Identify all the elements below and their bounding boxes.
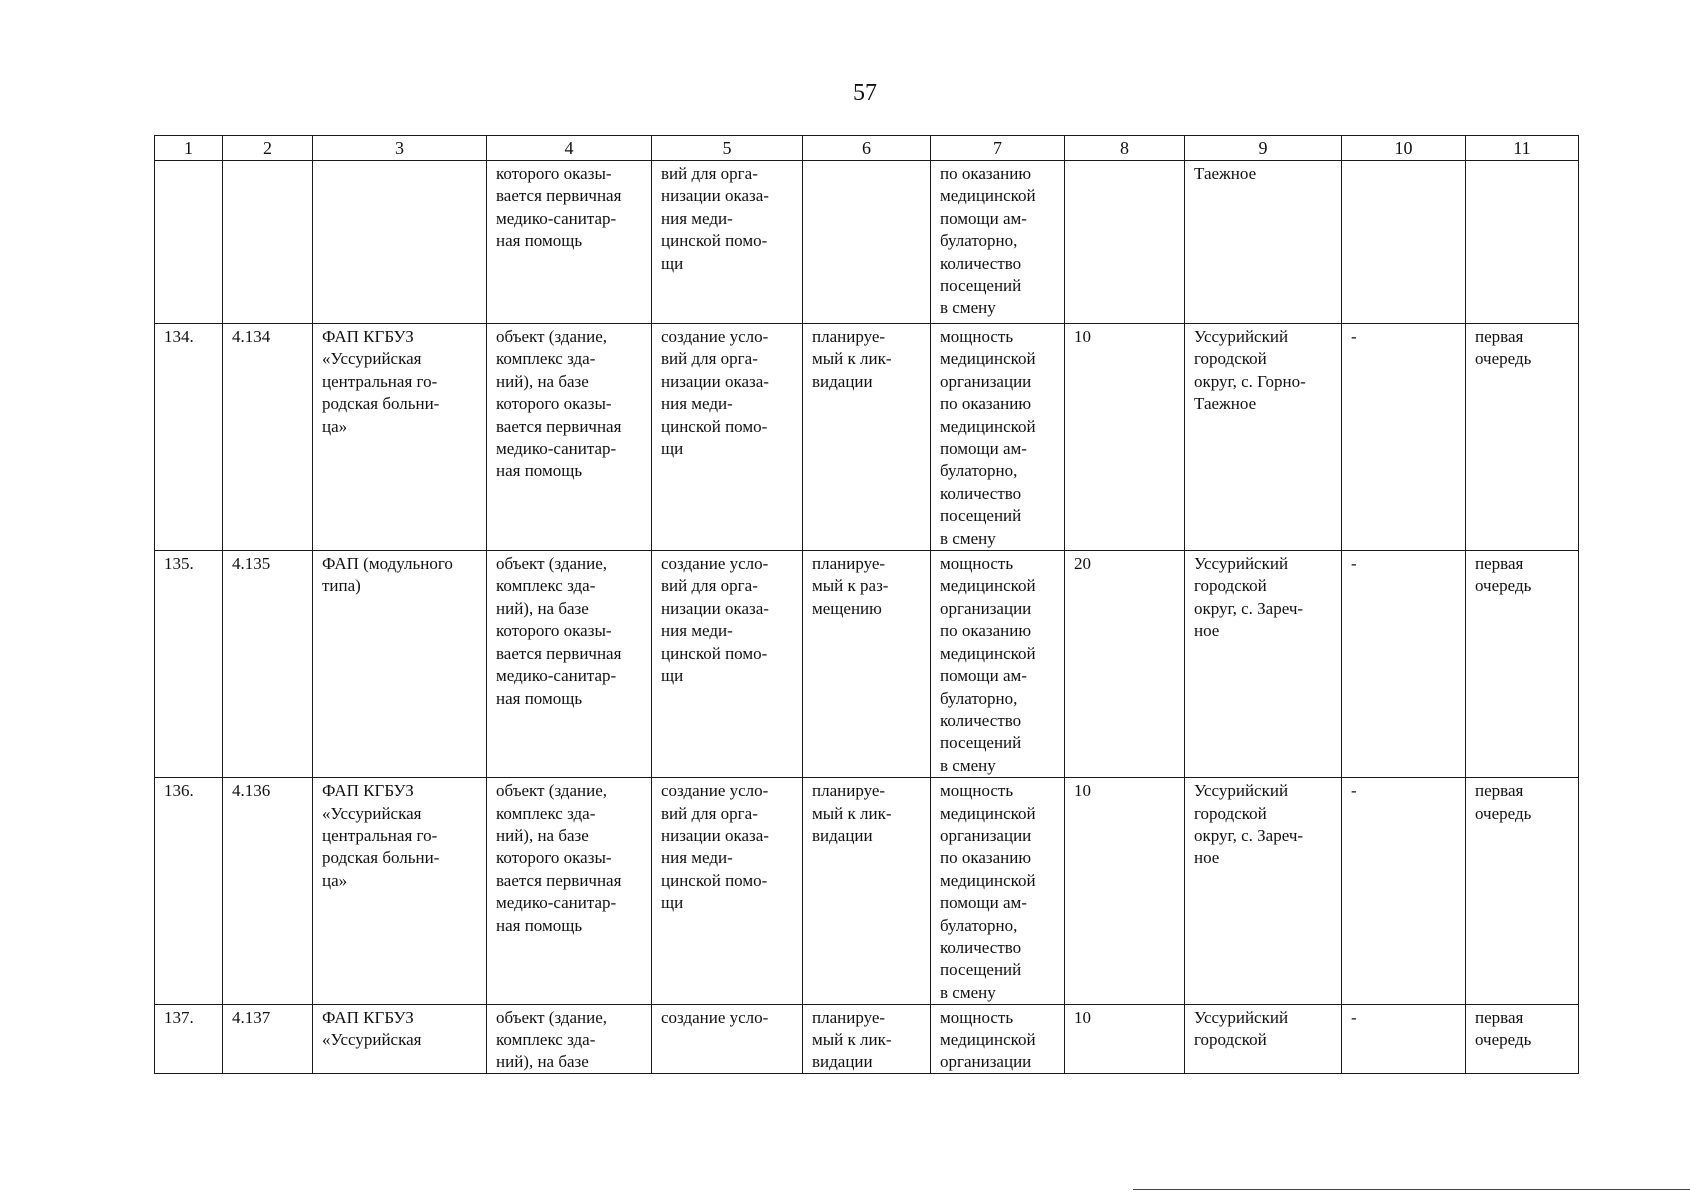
table-cell bbox=[1466, 161, 1579, 324]
table-cell: первая очередь bbox=[1466, 324, 1579, 551]
table-cell: мощность медицинской организации по оказанию медицинской помощи ам- булаторно, количество посещений в смену bbox=[931, 551, 1065, 778]
table-cell: ФАП КГБУЗ «Уссурийская bbox=[313, 1005, 487, 1074]
table-cell: объект (здание, комплекс зда- ний), на базе bbox=[487, 1005, 652, 1074]
table-row bbox=[155, 1005, 1579, 1074]
column-header: 6 bbox=[803, 136, 931, 161]
document-table bbox=[154, 135, 1579, 1074]
bottom-rule bbox=[1133, 1189, 1690, 1190]
table-cell: - bbox=[1342, 778, 1466, 1005]
table-cell: 136. bbox=[155, 778, 223, 1005]
table-row bbox=[155, 324, 1579, 551]
table-cell: - bbox=[1342, 551, 1466, 778]
table-cell: первая очередь bbox=[1466, 551, 1579, 778]
table-cell: создание усло- bbox=[652, 1005, 803, 1074]
table-cell: 135. bbox=[155, 551, 223, 778]
table-cell: создание усло- вий для орга- низации оказа- ния меди- цинской помо- щи bbox=[652, 551, 803, 778]
column-header: 5 bbox=[652, 136, 803, 161]
table-cell: Таежное bbox=[1185, 161, 1342, 324]
table-cell: которого оказы- вается первичная медико-санитар- ная помощь bbox=[487, 161, 652, 324]
column-header: 7 bbox=[931, 136, 1065, 161]
column-header: 11 bbox=[1466, 136, 1579, 161]
table-cell: ФАП КГБУЗ «Уссурийская центральная го- родская больни- ца» bbox=[313, 324, 487, 551]
table-cell: 137. bbox=[155, 1005, 223, 1074]
table-cell: мощность медицинской организации bbox=[931, 1005, 1065, 1074]
table-cell: планируе- мый к лик- видации bbox=[803, 778, 931, 1005]
page-number: 57 bbox=[853, 80, 877, 106]
table-cell: создание усло- вий для орга- низации оказа- ния меди- цинской помо- щи bbox=[652, 324, 803, 551]
table-cell: - bbox=[1342, 1005, 1466, 1074]
table-cell: мощность медицинской организации по оказанию медицинской помощи ам- булаторно, количество посещений в смену bbox=[931, 778, 1065, 1005]
column-header: 4 bbox=[487, 136, 652, 161]
column-header: 8 bbox=[1065, 136, 1185, 161]
table-cell: первая очередь bbox=[1466, 778, 1579, 1005]
table-cell: 20 bbox=[1065, 551, 1185, 778]
table-cell bbox=[313, 161, 487, 324]
table-cell: Уссурийский городской bbox=[1185, 1005, 1342, 1074]
table-cell: первая очередь bbox=[1466, 1005, 1579, 1074]
table-cell bbox=[155, 161, 223, 324]
table-cell: вий для орга- низации оказа- ния меди- цинской помо- щи bbox=[652, 161, 803, 324]
header-row bbox=[155, 136, 1579, 161]
table-cell: 4.136 bbox=[223, 778, 313, 1005]
table-cell: 134. bbox=[155, 324, 223, 551]
table-cell: 4.134 bbox=[223, 324, 313, 551]
table-cell bbox=[1342, 161, 1466, 324]
table-cell: объект (здание, комплекс зда- ний), на базе которого оказы- вается первичная медико-санитар- ная помощь bbox=[487, 778, 652, 1005]
column-header: 1 bbox=[155, 136, 223, 161]
table-cell: по оказанию медицинской помощи ам- булаторно, количество посещений в смену bbox=[931, 161, 1065, 324]
table-cell: планируе- мый к лик- видации bbox=[803, 324, 931, 551]
table-row bbox=[155, 161, 1579, 324]
column-header: 2 bbox=[223, 136, 313, 161]
column-header: 9 bbox=[1185, 136, 1342, 161]
table-cell: 4.135 bbox=[223, 551, 313, 778]
table-cell: объект (здание, комплекс зда- ний), на базе которого оказы- вается первичная медико-санитар- ная помощь bbox=[487, 324, 652, 551]
table-cell: 10 bbox=[1065, 324, 1185, 551]
table-cell: Уссурийский городской округ, с. Зареч- ное bbox=[1185, 551, 1342, 778]
table-cell: объект (здание, комплекс зда- ний), на базе которого оказы- вается первичная медико-санитар- ная помощь bbox=[487, 551, 652, 778]
table-cell: Уссурийский городской округ, с. Зареч- ное bbox=[1185, 778, 1342, 1005]
table-row bbox=[155, 551, 1579, 778]
column-header: 10 bbox=[1342, 136, 1466, 161]
table-cell: создание усло- вий для орга- низации оказа- ния меди- цинской помо- щи bbox=[652, 778, 803, 1005]
table-cell bbox=[223, 161, 313, 324]
table-cell: планируе- мый к лик- видации bbox=[803, 1005, 931, 1074]
table-cell: - bbox=[1342, 324, 1466, 551]
table-cell: Уссурийский городской округ, с. Горно- Таежное bbox=[1185, 324, 1342, 551]
table-cell: планируе- мый к раз- мещению bbox=[803, 551, 931, 778]
table-cell: ФАП (модульного типа) bbox=[313, 551, 487, 778]
table-cell bbox=[803, 161, 931, 324]
table-cell: ФАП КГБУЗ «Уссурийская центральная го- родская больни- ца» bbox=[313, 778, 487, 1005]
table-row bbox=[155, 778, 1579, 1005]
table-cell: 10 bbox=[1065, 778, 1185, 1005]
table-cell: 10 bbox=[1065, 1005, 1185, 1074]
table-cell: мощность медицинской организации по оказанию медицинской помощи ам- булаторно, количество посещений в смену bbox=[931, 324, 1065, 551]
column-header: 3 bbox=[313, 136, 487, 161]
table-cell: 4.137 bbox=[223, 1005, 313, 1074]
table-cell bbox=[1065, 161, 1185, 324]
